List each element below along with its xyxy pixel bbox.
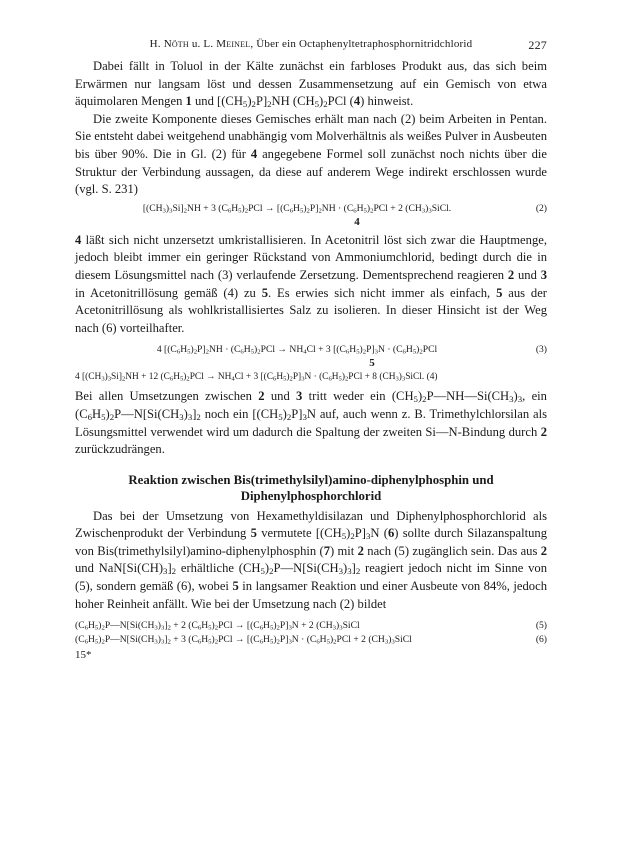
section-title: Reaktion zwischen Bis(trimethylsilyl)amino-diphenylphosphin und Diphenylphosphorchlorid <box>128 472 494 503</box>
equation-3: 4 $[(C_6H_5)_2P]_2NH \cdot (C_6H_5)_2PCl \to NH_4Cl + 3$ $[(C_6H_5)_2P]_3N \cdot (C_6H_5)_2PCl$ (3) <box>156 344 547 356</box>
equation-6: $(C_6H_5)_2P—N[Si(CH_3)_3]_2 + 3$ $(C_6H_5)_2PCl \to [(C_6H_5)_2P]_3N \cdot (C_6H_5)_2PCl + 2$ $(CH_3)_3SiCl$ (6) <box>75 634 547 646</box>
equation-4: 4 $[(CH_3)_3Si]_2NH + 12$ $(C_6H_5)_2PCl \to NH_4Cl + 3$ $[(C_6H_5)_2P]_3N \cdot (C_6H_5)_2PCl + 8$ $(CH_3)_3SiCl$. (4) <box>75 372 438 383</box>
header-title: H. Nöth u. L. Meinel, Über ein Octaphenyltetraphosphornitridchlorid <box>149 38 473 50</box>
equation-number: (2) <box>535 202 547 214</box>
paragraph-1: Dabei fällt in Toluol in der Kälte zunächst ein farbloses Produkt aus, das sich beim Erwärmen nur langsam löst und dessen Zusammensetzung auf ein Gemisch von etwa äquimolaren Mengen 1 und $[(CH_5)_2P]_2NH$ $(CH_5)_2PCl$ (4) hinweist. <box>75 59 547 110</box>
paragraph-4: Bei allen Umsetzungen zwischen 2 und 3 tritt weder ein $(CH_5)_2P—NH—Si(CH_3)_3$, ein $(C_6H_5)_2P—N[Si(CH_3)_3]_2$ noch ein $[(CH_5)_2P]_3N$ auf, auch wenn z. B. Trimethylchlorsilan als Lösungsmittel verwendet wird um dadurch die Spaltung der zweiten Si—N-Bindung durch 2 zurückzudrängen. <box>75 389 547 457</box>
equation-5: $(C_6H_5)_2P—N[Si(CH_3)_3]_2 + 2$ $(C_6H_5)_2PCl \to [(C_6H_5)_2P]_3N + 2$ $(CH_3)_3SiCl$ (5) <box>75 620 547 632</box>
equation-2-label: 4 <box>354 215 360 228</box>
signature-mark: 15* <box>75 649 92 662</box>
equation-number: (6) <box>535 634 547 646</box>
equation-number: (4) <box>426 372 438 383</box>
page-number: 227 <box>528 38 547 52</box>
equation-3-label: 5 <box>369 357 375 370</box>
running-header <box>75 38 547 58</box>
equation-number: (5) <box>535 620 547 632</box>
equation-number: (3) <box>535 344 547 356</box>
paragraph-3: 4 läßt sich nicht unzersetzt umkristallisieren. In Acetonitril löst sich zwar die Hauptmenge, jedoch bleibt immer ein geringer Rückstand von Ammoniumchlorid, bedingt durch die in diesem Lösungsmittel nach (3) verlaufende Zersetzung. Dementsprechend reagieren 2 und 3 in Acetonitrillösung gemäß (4) zu 5. Es erwies sich nicht immer als einfach, 5 aus der Acetonitrillösung als wohlkristallisiertes Salz zu isolieren. In dieser Hinsicht ist der Weg nach (6) vorteilhafter. <box>75 232 547 335</box>
paragraph-5: Das bei der Umsetzung von Hexamethyldisilazan und Diphenylphosphorchlorid als Zwischenprodukt der Verbindung 5 vermutete $[(CH_5)_2P]_3N$ (6) sollte durch Silazanspaltung von Bis(trimethylsilyl)amino-diphenylphosphin (7) mit 2 nach (5) zugänglich sein. Das aus 2 und $NaN[Si(CH)_3]_2$ erhältliche $(CH_5)_2P—N[Si(CH_3)_3]_2$ reagiert jedoch nicht im Sinne von (5), sondern gemäß (6), wobei 5 in langsamer Reaktion und einer Ausbeute von 84%, jedoch hoher Reinheit anfällt. Wie bei der Umsetzung nach (2) bildet <box>75 508 548 611</box>
paragraph-2: Die zweite Komponente dieses Gemisches erhält man nach (2) beim Arbeiten in Pentan. Sie entsteht dabei weitgehend unabhängig vom Molverhältnis als weißes Pulver in Ausbeuten bis über 90%. Die in Gl. (2) für 4 angegebene Formel soll zunächst noch nichts über die Struktur der Verbindung aussagen, da diese auf anderem Wege indirekt erschlossen wurde (vgl. S. 231) <box>75 111 548 197</box>
document-page <box>75 38 547 661</box>
equation-2: $[(CH_3)_3Si]_2NH + 3$ $(C_6H_5)_2PCl \to [(C_6H_5)_2P]_2NH \cdot (C_6H_5)_2PCl + 2$ $(CH_3)_3SiCl$. (2) <box>142 202 547 215</box>
